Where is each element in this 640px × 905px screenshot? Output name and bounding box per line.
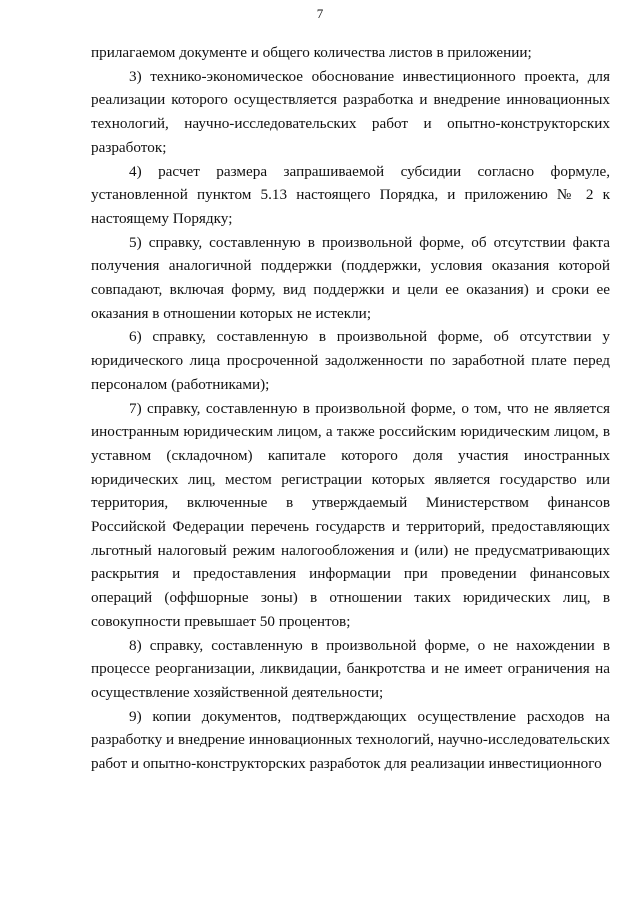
paragraph-item-8: 8) справку, составленную в произвольной форме, о не нахождении в процессе реорганизации, ликвидации, банкротства и не имеет ограничения на осуществление хозяйственной деятельности; [91, 636, 610, 701]
paragraph-item-6: 6) справку, составленную в произвольной форме, об отсутствии у юридического лица просроченной задолженности по заработной плате перед персоналом (работниками); [91, 328, 610, 393]
paragraph-item-5: 5) справку, составленную в произвольной форме, об отсутствии факта получения аналогичной поддержки (поддержки, условия оказания которой совпадают, включая форму, вид поддержки и цели ее оказания) и сроки ее оказания в отношении которых не истекли; [91, 233, 610, 322]
paragraph-continuation: прилагаемом документе и общего количества листов в приложении; [91, 44, 532, 61]
paragraph-item-3: 3) технико-экономическое обоснование инвестиционного проекта, для реализации которого осуществляется разработка и внедрение инновационных технологий, научно-исследовательских работ и опытно-конструкторских разработок; [91, 67, 610, 156]
paragraph-item-7: 7) справку, составленную в произвольной форме, о том, что не является иностранным юридическим лицом, а также российским юридическим лицом, в уставном (складочном) капитале которого доля участия иностранных юридических лиц, местом регистрации которых является государство или территория, включенные в утверждаемый Министерством финансов Российской Федерации перечень государств и территорий, предоставляющих льготный налоговый режим налогообложения и (или) не предусматривающих раскрытия и предоставления информации при проведении финансовых операций (оффшорные зоны) в отношении таких юридических лиц, в совокупности превышает 50 процентов; [91, 399, 610, 630]
paragraph-item-4: 4) расчет размера запрашиваемой субсидии согласно формуле, установленной пунктом 5.13 настоящего Порядка, и приложению № 2 к настоящему Порядку; [91, 162, 610, 227]
document-body [91, 41, 610, 776]
paragraph-item-9: 9) копии документов, подтверждающих осуществление расходов на разработку и внедрение инновационных технологий, научно-исследовательских работ и опытно-конструкторских разработок для реализации инвестиционного [91, 707, 610, 773]
page-number: 7 [316, 6, 324, 21]
